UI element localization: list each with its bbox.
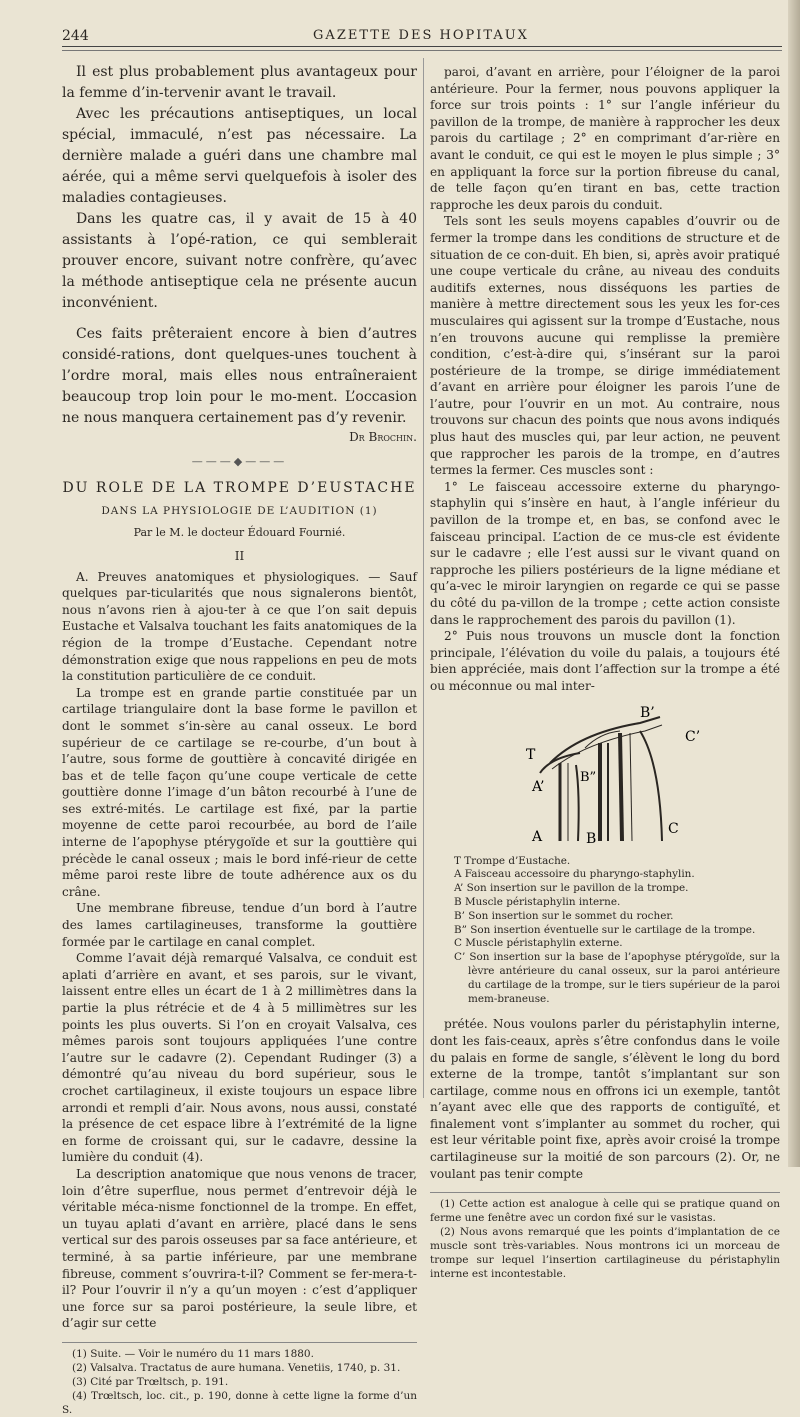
page-header — [62, 22, 780, 44]
left-column — [62, 62, 417, 1417]
figure-label: A’ — [532, 778, 545, 795]
paragraph: La description anatomique que nous venons de tracer, loin d’être superflue, nous permet d’entrevoir déjà le véritable méca-nisme fonctionnel de la trompe. En effet, un tuyau aplati d’avant en arrière, placé dans le sens vertical sur des parois osseuses par sa face antérieure, et terminé, à sa partie inférieure, par une membrane fibreuse, comment s’ouvrira-t-il? Comment se fer-mera-t-il? Pour l’ouvrir il n’y a qu’un moyen : c’est d’appliquer une force sur sa paroi postérieure, la seule libre, et d’agir sur cette — [62, 1166, 417, 1331]
page-edge — [788, 0, 800, 1167]
paragraph: Ces faits prêteraient encore à bien d’autres considé-rations, dont quelques-unes touchent à l’ordre moral, mais elles nous entraîneraient beaucoup trop loin pour le mo-ment. L’occasion ne nous manquera certainement pas d’y revenir. — [62, 326, 417, 426]
right-column — [430, 64, 780, 1281]
figure-label: C’ — [685, 728, 701, 745]
intro-text — [62, 62, 417, 429]
paragraph: A. Preuves anatomiques et physiologiques. — Sauf quelques par-ticularités que nous signalerons bientôt, nous n’avons rien à ajou-ter à ce que l’on sait depuis Eustache et Valsalva touchant les faits anatomiques de la région de la trompe d’Eustache. Cependant notre démonstration exige que nous rappelions en peu de mots la constitution particulière de ce conduit. — [62, 569, 417, 684]
section-number: II — [234, 548, 245, 563]
footnote: (4) Trœltsch, loc. cit., p. 190, donne à cette ligne la forme d’un S. — [62, 1389, 417, 1416]
legend-item: C Muscle péristaphylin externe. — [454, 937, 623, 950]
footnote: (3) Cité par Trœltsch, p. 191. — [72, 1375, 229, 1388]
legend-item: B Muscle péristaphylin interne. — [454, 895, 621, 908]
legend-item: B’ Son insertion sur le sommet du rocher. — [454, 909, 674, 922]
paragraph: Avec les précautions antiseptiques, un local spécial, immaculé, n’est pas nécessaire. La dernière malade a guéri dans une chambre mal aérée, qui a même servi quelquefois à isoler des maladies contagieuses. — [62, 106, 417, 206]
paragraph: 2° Puis nous trouvons un muscle dont la fonction principale, l’élévation du voile du palais, a toujours été bien appréciée, mais dont l’affection sur la trompe a été ou méconnue ou mal inter- — [430, 629, 780, 693]
byline: Par le M. le docteur Édouard Fournié. — [133, 526, 346, 540]
article-title: DU ROLE DE LA TROMPE D’EUSTACHE — [62, 480, 417, 497]
footnote: (1) Suite. — Voir le numéro du 11 mars 1880. — [72, 1347, 314, 1360]
footnote: (1) Cette action est analogue à celle qui se pratique quand on ferme une fenêtre avec un cordon fixé sur le vasistas. — [430, 1198, 780, 1225]
footnote-rule — [62, 1342, 417, 1343]
legend-item: A’ Son insertion sur le pavillon de la trompe. — [454, 882, 689, 895]
paragraph: 1° Le faisceau accessoire externe du pharyngo-staphylin qui s’insère en haut, à l’angle inférieur du pavillon de la trompe et, en bas, se confond avec le faisceau principal. L’action de ce mus-cle est évidente sur le cadavre ; elle l’est aussi sur le vivant quand on rapproche les piliers postérieurs de la ligne médiane et qu’a-vec le miroir laryngien on regarde ce qui se passe du côté du pa-villon de la trompe ; cette action consiste dans le rapprochement des parois du pavillon (1). — [430, 479, 780, 627]
figure-label: T — [526, 746, 536, 763]
figure-label: B” — [580, 769, 597, 785]
signature: Dr Brochin. — [349, 430, 417, 444]
paragraph: Tels sont les seuls moyens capables d’ouvrir ou de fermer la trompe dans les conditions de structure et de situation de ce con-duit. Eh bien, si, après avoir pratiqué une coupe verticale du crâne, au niveau des conduits auditifs externes, nous disséquons les parties de manière à mettre directement sous les yeux les for-ces musculaires qui agissent sur la trompe d’Eustache, nous n’en trouvons aucune qui remplisse la première condition, c’est-à-dire qui, s’insérant sur la paroi postérieure de la trompe, se dirige immédiatement d’avant en arrière pour éloigner les parois l’une de l’autre, pour l’ouvrir en un mot. Au contraire, nous trouvons sur chacun des points que nous avons indiqués plus haut des muscles qui, par leur action, ne peuvent que rapprocher les parois de la trompe, en d’autres termes la fermer. Ces muscles sont : — [430, 214, 780, 478]
article-subtitle: DANS LA PHYSIOLOGIE DE L’AUDITION (1) — [101, 504, 378, 517]
figure-label: B — [586, 830, 597, 847]
figure-label: A — [532, 828, 543, 845]
paragraph: Dans les quatre cas, il y avait de 15 à 40 assistants à l’opé-ration, ce qui semblerait prouver encore, suivant notre confrère, qu’avec la méthode antiseptique cela ne présente aucun inconvénient. — [62, 211, 417, 311]
page-number: 244 — [62, 28, 89, 44]
footnote-rule — [430, 1192, 780, 1193]
legend-item: A Faisceau accessoire du pharyngo-staphylin. — [454, 868, 695, 881]
column-divider — [423, 58, 424, 1098]
paragraph: Une membrane fibreuse, tendue d’un bord à l’autre des lames cartilagineuses, transforme la gouttière formée par le cartilage en canal complet. — [62, 901, 417, 949]
footnote: (2) Valsalva. Tractatus de aure humana. Venetiis, 1740, p. 31. — [72, 1361, 401, 1374]
header-rule — [62, 46, 782, 47]
header-rule-secondary — [62, 50, 782, 51]
paragraph: La trompe est en grande partie constituée par un cartilage triangulaire dont la base forme le pavillon et dont le sommet s’in-sère au canal osseux. Le bord supérieur de ce cartilage se re-courbe, d’un bout à l’autre, sous forme de gouttière à concavité dirigée en bas et de telle façon qu’une coupe verticale de cette gouttière donne l’image d’un bâton recourbé à l’une de ses extré-mités. Le cartilage est fixé, par la partie moyenne de cette paroi recourbée, au bord de l’aile interne de l’apophyse ptérygoïde et sur la gouttière qui précède le canal osseux ; mais le bord infé-rieur de cette même paroi reste libre de toute adhérence aux os du crâne. — [62, 685, 417, 899]
figure-label: B’ — [640, 704, 655, 721]
legend-item: T Trompe d’Eustache. — [454, 854, 571, 867]
legend-item: B” Son insertion éventuelle sur le cartilage de la trompe. — [454, 923, 756, 936]
paragraph: prétée. Nous voulons parler du péristaphylin interne, dont les fais-ceaux, après s’être confondus dans le voile du palais en forme de sangle, s’élèvent le long du bord externe de la trompe, tantôt s’implantant sur son cartilage, comme nous en offrons ici un exemple, tantôt n’ayant avec elle que des rapports de contiguïté, et finalement vont s’implanter au sommet du rocher, qui est leur véritable point fixe, après avoir croisé la trompe cartilagineuse sur la moitié de son parcours (2). Or, ne voulant pas tenir compte — [430, 1017, 780, 1181]
paragraph: Il est plus probablement plus avantageux pour la femme d’in-tervenir avant le travail. — [62, 64, 417, 101]
paragraph: paroi, d’avant en arrière, pour l’éloigner de la paroi antérieure. Pour la fermer, nous pouvons appliquer la force sur trois points : 1° sur l’angle inférieur du pavillon de la trompe, de manière à rapprocher les deux parois du cartilage ; 2° en comprimant d’ar-rière en avant le conduit, ce qui est le moyen le plus simple ; 3° en appliquant la force sur la portion fibreuse du canal, de telle façon qu’en tirant en bas, cette traction rapproche les deux parois du conduit. — [430, 65, 780, 212]
figure-label: C — [668, 820, 679, 837]
running-title: GAZETTE DES HOPITAUX — [313, 28, 529, 43]
footnote: (2) Nous avons remarqué que les points d’implantation de ce muscle sont très-variables. Nous montrons ici un morceau de trompe sur lequel l’insertion cartilagineuse du péristaphylin interne est incontestable. — [430, 1226, 780, 1281]
ornament-divider: ———◆——— — [191, 454, 288, 468]
anatomical-figure — [430, 703, 780, 849]
paragraph: Comme l’avait déjà remarqué Valsalva, ce conduit est aplati d’arrière en avant, et ses parois, sur le vivant, laissent entre elles un écart de 1 à 2 millimètres dans la partie la plus rétrécie et de 4 à 5 millimètres sur les points les plus ouverts. Si l’on en croyait Valsalva, ces mêmes parois sont toujours appliquées l’une contre l’autre sur le cadavre (2). Cependant Rudinger (3) a démontré qu’au niveau du bord supérieur, sous le crochet cartilagineux, il existe toujours un espace libre arrondi et rempli d’air. Nous avons, nous aussi, constaté la présence de cet espace libre à l’extrémité de la ligne en forme de croissant qui, sur le cadavre, dessine la lumière du conduit (4). — [62, 951, 417, 1165]
legend-item: C’ Son insertion sur la base de l’apophyse ptérygoïde, sur la lèvre antérieure du canal osseux, sur la paroi antérieure du cartilage de la trompe, sur le tiers supérieur de la paroi mem-braneuse. — [454, 951, 780, 1005]
eustachian-tube-engraving — [490, 703, 710, 849]
figure-legend — [454, 855, 780, 1007]
